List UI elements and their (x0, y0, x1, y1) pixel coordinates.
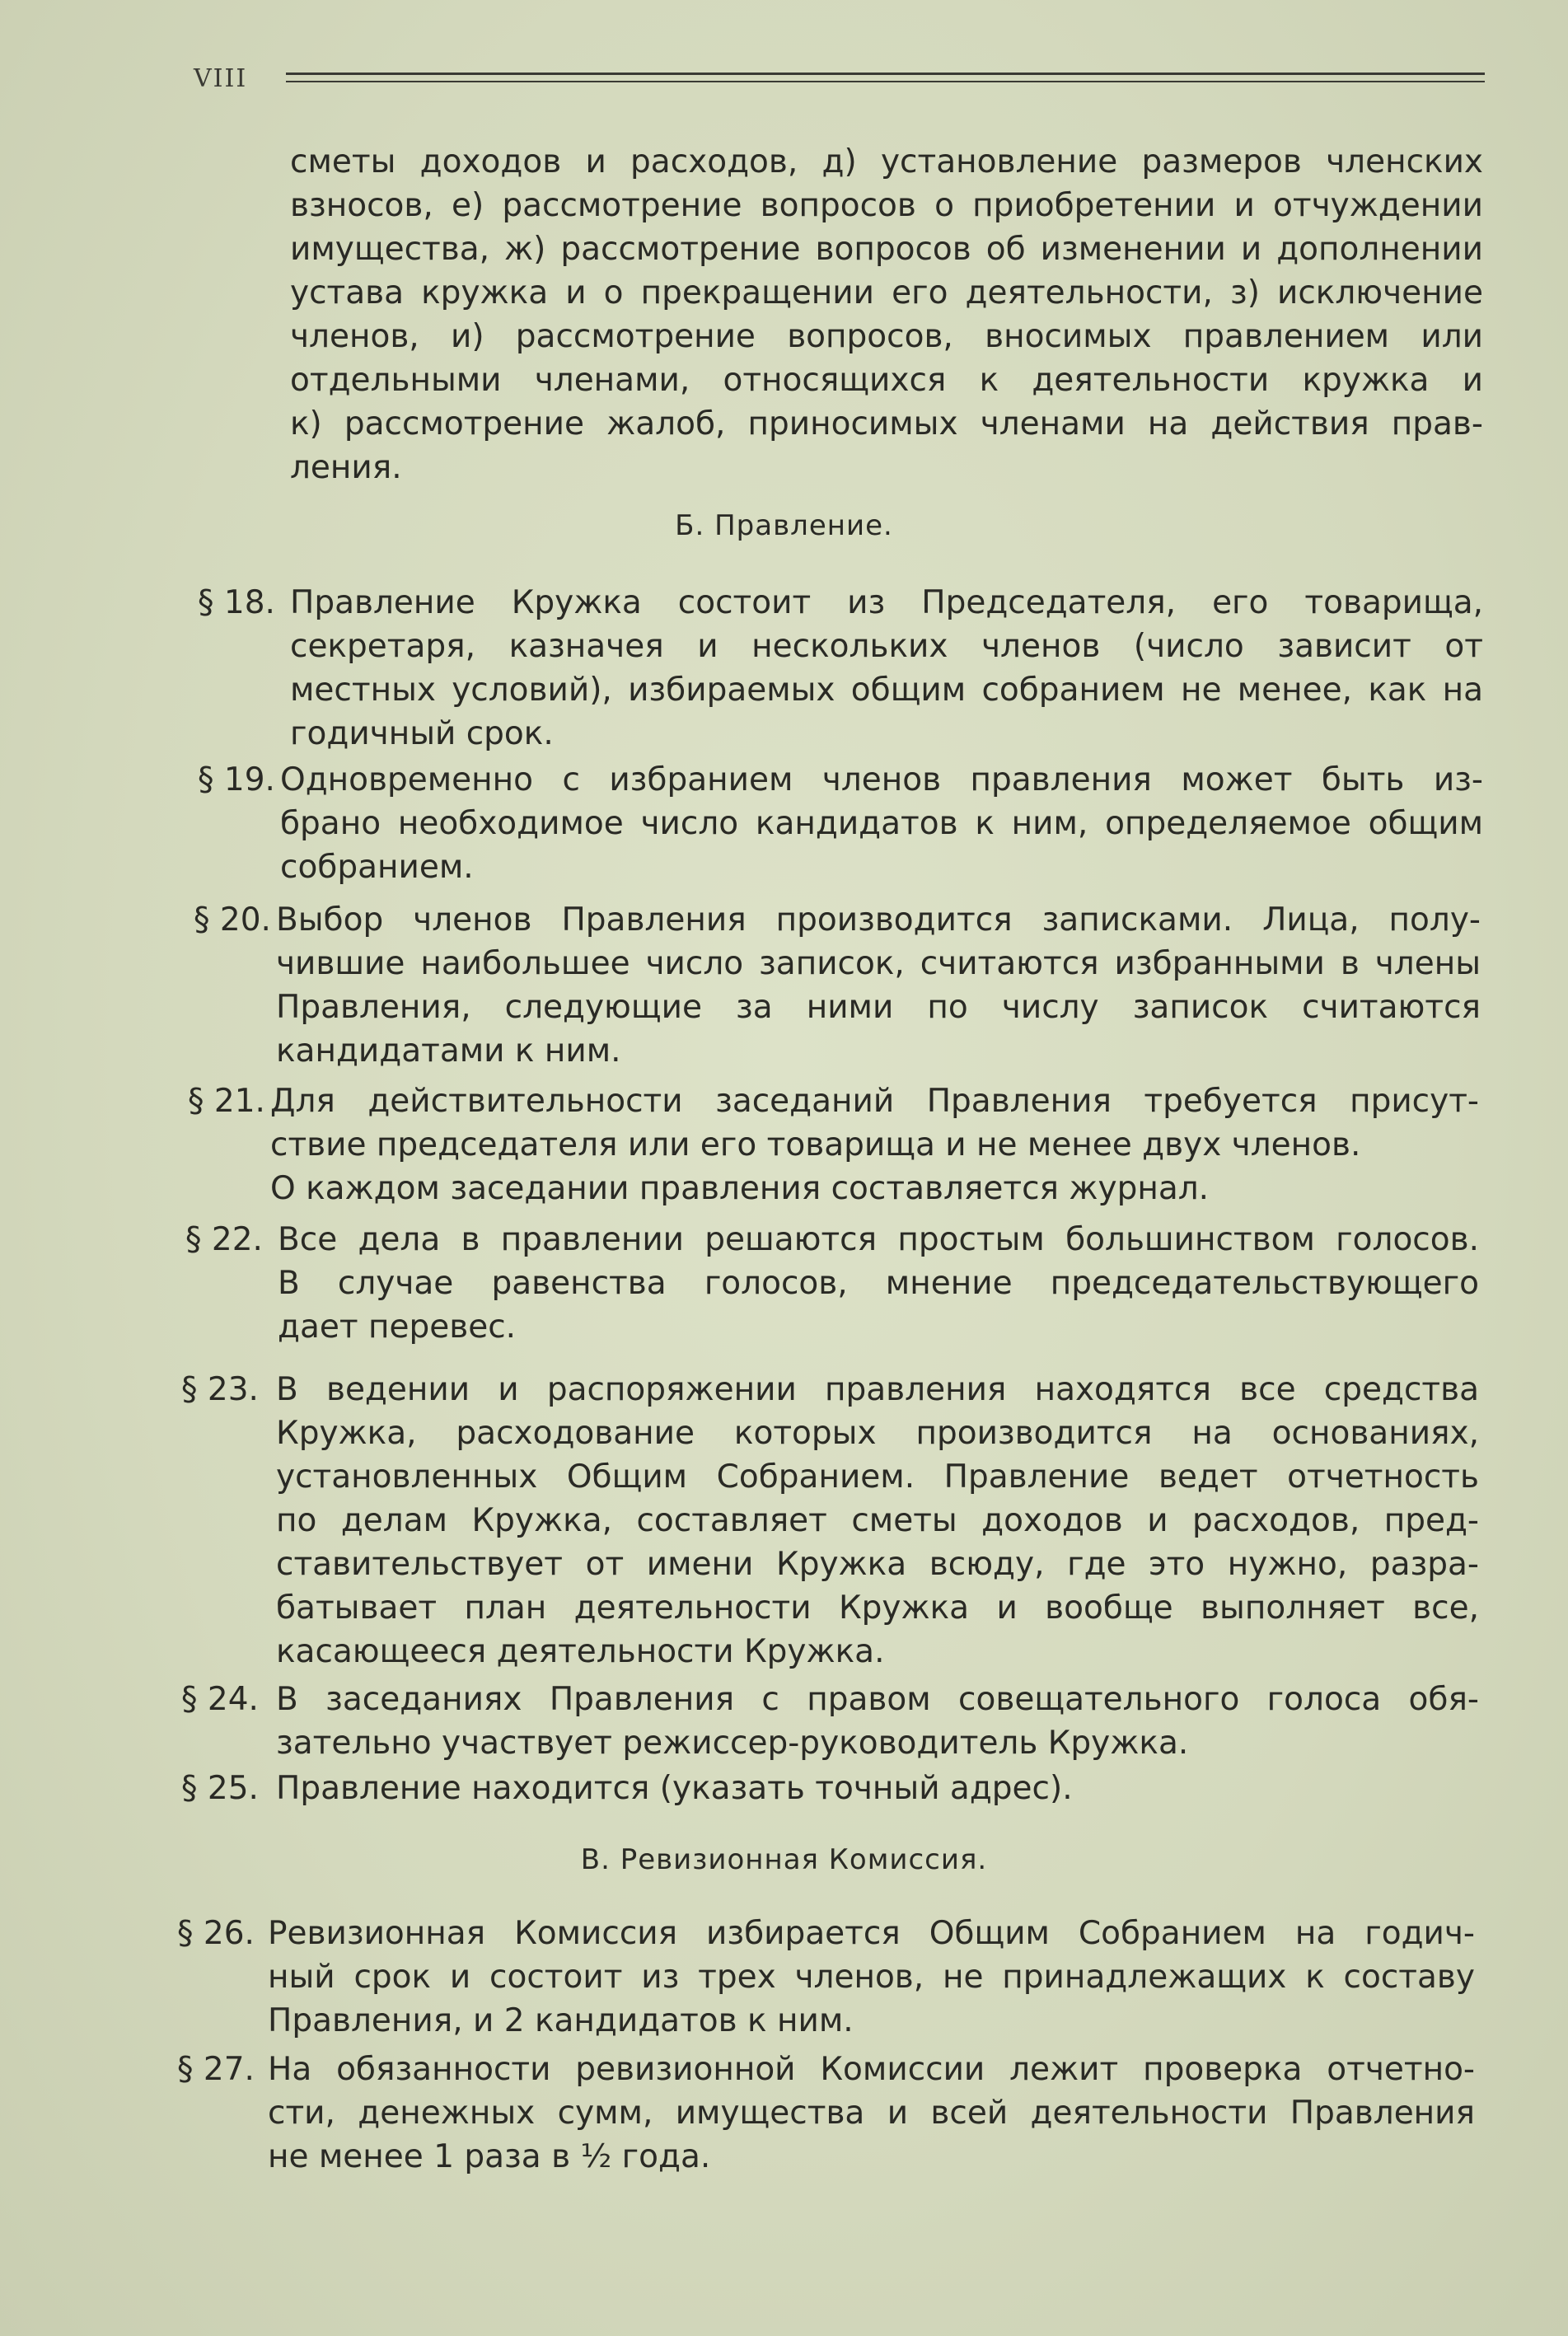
section-heading-audit: В. Ревизионная Комиссия. (580, 1843, 988, 1876)
paragraph-number: § 18. (198, 584, 275, 621)
text-line: ставительствует от имени Кружка всюду, где это нужно, разра- (276, 1546, 1479, 1583)
text-line: не менее 1 раза в ½ года. (268, 2138, 711, 2175)
paragraph-number: § 25. (181, 1770, 259, 1807)
text-line: членов, и) рассмотрение вопросов, вносимых правлением или (290, 318, 1483, 355)
text-line: О каждом заседании правления составляется журнал. (270, 1170, 1210, 1207)
paragraph-number: § 27. (177, 2051, 255, 2088)
page-header (194, 64, 1487, 114)
text-line: Правление находится (указать точный адрес). (276, 1770, 1073, 1807)
text-line: зательно участвует режиссер-руководитель Кружка. (276, 1725, 1189, 1762)
text-line: Выбор членов Правления производится записками. Лица, полу- (276, 901, 1481, 939)
text-line: дает перевес. (278, 1308, 517, 1346)
text-line: Кружка, расходование которых производится на основаниях, (276, 1415, 1479, 1452)
text-line: по делам Кружка, составляет сметы доходов и расходов, пред- (276, 1502, 1479, 1539)
text-line: ный срок и состоит из трех членов, не принадлежащих к составу (268, 1959, 1475, 1996)
paragraph-number: § 26. (177, 1915, 255, 1952)
text-line: кандидатами к ним. (276, 1032, 621, 1070)
text-line: взносов, е) рассмотрение вопросов о приобретении и отчуждении (290, 187, 1483, 224)
paragraph-number: § 23. (181, 1371, 259, 1408)
text-line: На обязанности ревизионной Комиссии лежит проверка отчетно- (268, 2051, 1475, 2088)
header-rule-thick (286, 73, 1485, 75)
text-line: собранием. (280, 849, 474, 886)
paragraph-number: § 24. (181, 1681, 259, 1718)
text-line: к) рассмотрение жалоб, приносимых членами на действия прав- (290, 405, 1483, 442)
text-line: устава кружка и о прекращении его деятельности, з) исключение (290, 274, 1483, 311)
header-rule-thin (286, 81, 1485, 82)
page-number: VIII (194, 64, 248, 93)
text-line: местных условий), избираемых общим собранием не менее, как на (290, 672, 1483, 709)
text-line: установленных Общим Собранием. Правление ведет отчетность (276, 1458, 1479, 1496)
text-line: Одновременно с избранием членов правления может быть из- (280, 761, 1483, 798)
text-line: В заседаниях Правления с правом совещательного голоса обя- (276, 1681, 1479, 1718)
text-line: секретаря, казначея и нескольких членов (число зависит от (290, 628, 1483, 665)
section-heading-board: Б. Правление. (675, 509, 893, 542)
text-line: Правление Кружка состоит из Председателя, его товарища, (290, 584, 1483, 621)
text-line: отдельными членами, относящихся к деятельности кружка и (290, 362, 1483, 399)
text-line: имущества, ж) рассмотрение вопросов об изменении и дополнении (290, 231, 1483, 268)
text-line: В ведении и распоряжении правления находятся все средства (276, 1371, 1479, 1408)
text-line: В случае равенства голосов, мнение председательствующего (278, 1265, 1479, 1302)
intro-continuation (290, 140, 1483, 489)
text-line: чившие наибольшее число записок, считаются избранными в члены (276, 945, 1481, 982)
text-line: касающееся деятельности Кружка. (276, 1633, 885, 1670)
paragraph-number: § 20. (194, 901, 271, 939)
text-line: годичный срок. (290, 715, 554, 752)
text-line: Правления, следующие за ними по числу записок считаются (276, 989, 1481, 1026)
text-line: сти, денежных сумм, имущества и всей деятельности Правления (268, 2095, 1475, 2132)
text-line: Ревизионная Комиссия избирается Общим Собранием на годич- (268, 1915, 1475, 1952)
header-rule (286, 73, 1485, 82)
paragraph-number: § 21. (188, 1083, 265, 1120)
text-line: Правления, и 2 кандидатов к ним. (268, 2002, 854, 2039)
text-line: брано необходимое число кандидатов к ним, определяемое общим (280, 805, 1483, 842)
paragraph-number: § 22. (185, 1221, 263, 1258)
text-line: Все дела в правлении решаются простым большинством голосов. (278, 1221, 1479, 1258)
text-line: сметы доходов и расходов, д) установление размеров членских (290, 143, 1483, 180)
text-line: ствие председателя или его товарища и не менее двух членов. (270, 1126, 1361, 1163)
paragraph-number: § 19. (198, 761, 275, 798)
text-line: батывает план деятельности Кружка и вообще выполняет все, (276, 1589, 1479, 1627)
text-line: ления. (290, 449, 402, 486)
text-line: Для действительности заседаний Правления требуется присут- (270, 1083, 1479, 1120)
